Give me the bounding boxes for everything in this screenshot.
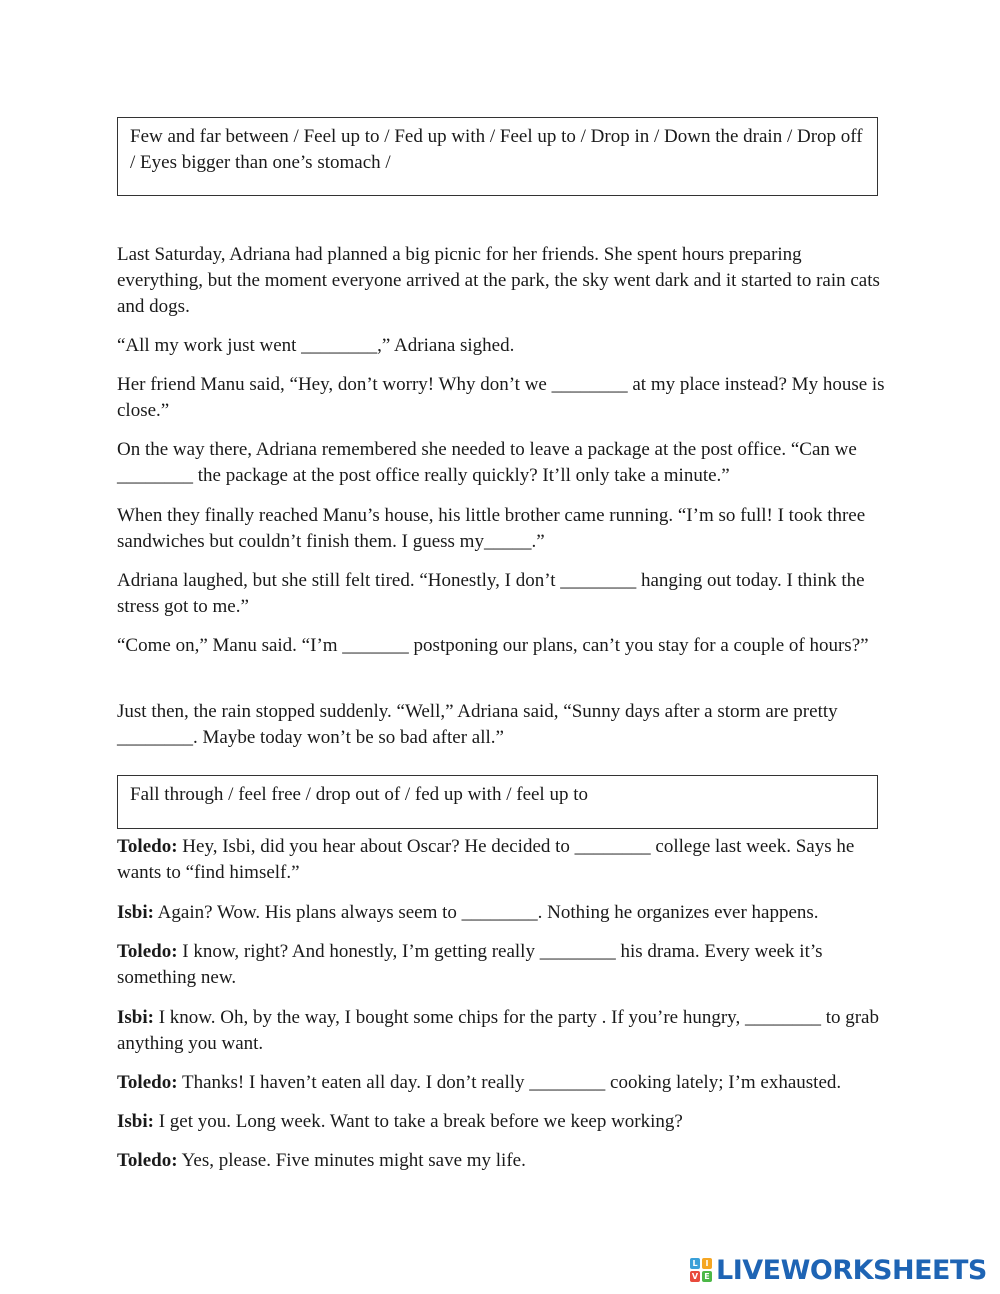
dialogue-line [117, 1005, 887, 1057]
speaker-name: Isbi: [117, 1007, 154, 1028]
liveworksheets-logo-text: LIVEWORKSHEETS [716, 1254, 987, 1286]
liveworksheets-logo[interactable] [690, 1253, 987, 1287]
dialogue-text: I know. Oh, by the way, I bought some chips for the party . If you’re hungry, ________ to grab anything you want. [117, 1007, 879, 1054]
speaker-name: Isbi: [117, 902, 154, 923]
speaker-name: Toledo: [117, 1150, 178, 1171]
word-bank-2-text: Fall through / feel free / drop out of / fed up with / feel up to [130, 784, 588, 805]
dialogue-text: Yes, please. Five minutes might save my life. [181, 1150, 526, 1171]
dialogue-text: Thanks! I haven’t eaten all day. I don’t really ________ cooking lately; I’m exhausted. [181, 1072, 842, 1093]
dialogue-text: I get you. Long week. Want to take a break before we keep working? [158, 1111, 683, 1132]
dialogue-text: Again? Wow. His plans always seem to ________. Nothing he organizes ever happens. [157, 902, 819, 923]
dialogue-line [117, 834, 887, 886]
word-bank-1-text: Few and far between / Feel up to / Fed up with / Feel up to / Drop in / Down the drain / Drop off / Eyes bigger than one’s stomach / [130, 126, 863, 173]
story-paragraph-4: On the way there, Adriana remembered she needed to leave a package at the post office. “Can we ________ the package at the post office really quickly? It’ll only take a minute.” [117, 439, 857, 486]
word-bank-box-1 [117, 117, 878, 196]
logo-mark-letter: V [691, 1272, 699, 1281]
story-paragraph-6: Adriana laughed, but she still felt tired. “Honestly, I don’t ________ hanging out today. I think the stress got to me.” [117, 570, 865, 617]
dialogue-line [117, 1148, 887, 1174]
story-paragraph-5: When they finally reached Manu’s house, his little brother came running. “I’m so full! I took three sandwiches but couldn’t finish them. I guess my_____.” [117, 505, 866, 552]
speaker-name: Toledo: [117, 941, 178, 962]
story-paragraph-1: Last Saturday, Adriana had planned a big picnic for her friends. She spent hours preparing everything, but the moment everyone arrived at the park, the sky went dark and it started to rain cats and dogs. [117, 244, 880, 317]
logo-mark-letter: L [690, 1258, 700, 1269]
story-paragraph-3: Her friend Manu said, “Hey, don’t worry! Why don’t we ________ at my place instead? My house is close.” [117, 374, 885, 421]
story-paragraph-2: “All my work just went ________,” Adriana sighed. [117, 335, 515, 356]
speaker-name: Isbi: [117, 1111, 154, 1132]
dialogue-line [117, 939, 887, 991]
dialogue-text: I know, right? And honestly, I’m getting really ________ his drama. Every week it’s something new. [117, 941, 823, 988]
logo-mark-letter: I [702, 1258, 712, 1269]
dialogue-text: Hey, Isbi, did you hear about Oscar? He decided to ________ college last week. Says he wants to “find himself.” [117, 836, 855, 883]
story-paragraph-8: Just then, the rain stopped suddenly. “Well,” Adriana said, “Sunny days after a storm are pretty ________. Maybe today won’t be so bad after all.” [117, 701, 838, 748]
dialogue-line [117, 1070, 887, 1096]
speaker-name: Toledo: [117, 836, 178, 857]
story-paragraph-7: “Come on,” Manu said. “I’m _______ postponing our plans, can’t you stay for a couple of hours?” [117, 635, 869, 656]
dialogue-line [117, 1109, 887, 1135]
logo-mark-letter: E [702, 1271, 712, 1282]
dialogue-line [117, 900, 887, 926]
liveworksheets-logo-icon [690, 1258, 712, 1282]
word-bank-box-2 [117, 775, 878, 829]
speaker-name: Toledo: [117, 1072, 178, 1093]
